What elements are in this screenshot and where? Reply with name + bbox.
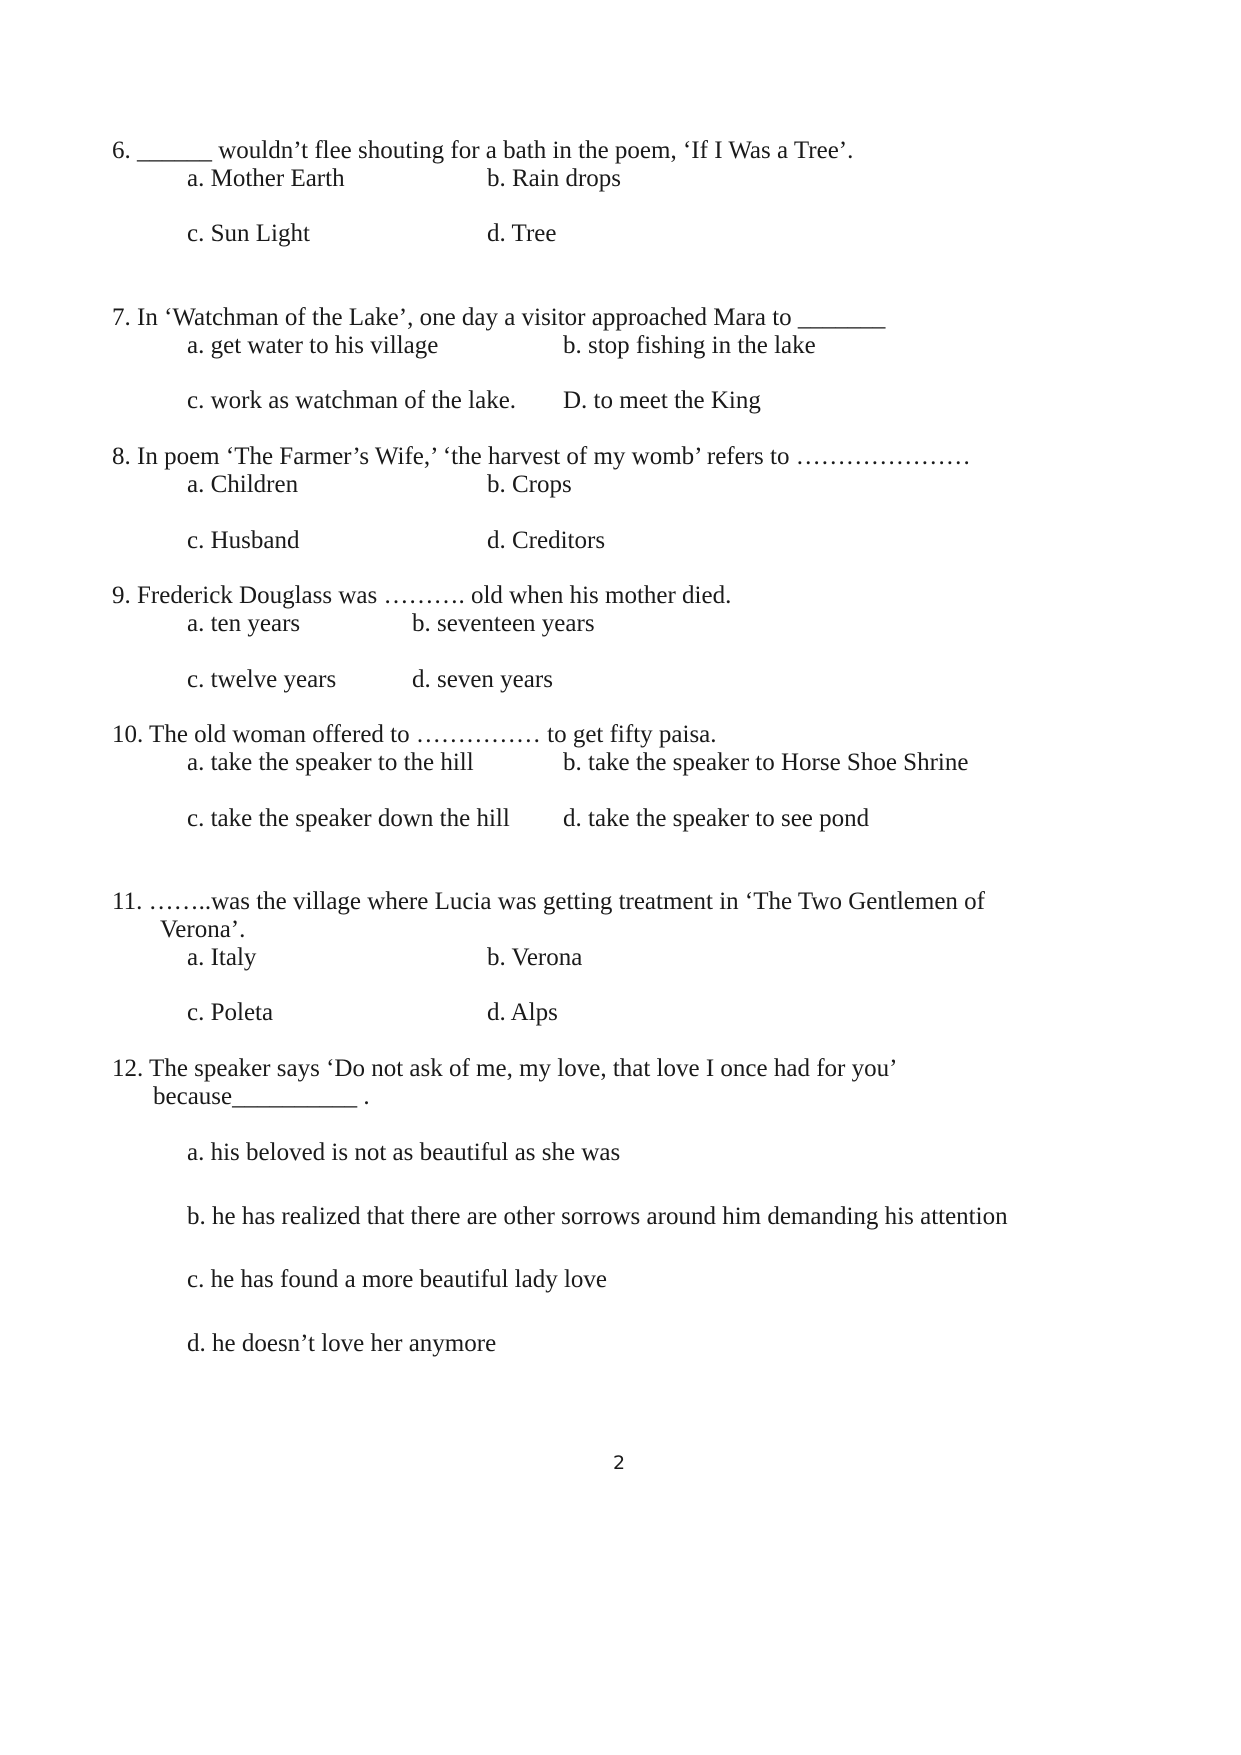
- option-b: b. he has realized that there are other sorrows around him demanding his attention: [187, 1203, 1008, 1230]
- option-d: D. to meet the King: [563, 387, 761, 414]
- option-b: b. stop fishing in the lake: [563, 332, 816, 359]
- option-a: a. get water to his village: [187, 332, 439, 359]
- option-c: c. he has found a more beautiful lady love: [187, 1266, 607, 1293]
- option-b: b. Verona: [487, 944, 583, 971]
- option-c: c. work as watchman of the lake.: [187, 387, 517, 414]
- question-stem: 12. The speaker says ‘Do not ask of me, my love, that love I once had for you’: [112, 1055, 898, 1082]
- option-a: a. Mother Earth: [187, 165, 345, 192]
- question-stem-continued: because__________ .: [153, 1083, 370, 1110]
- option-c: c. Poleta: [187, 999, 274, 1026]
- option-d: d. Alps: [487, 999, 558, 1026]
- option-c: c. Sun Light: [187, 220, 310, 247]
- option-b: b. Rain drops: [487, 165, 622, 192]
- question-stem: 10. The old woman offered to …………… to get fifty paisa.: [112, 721, 717, 748]
- option-b: b. Crops: [487, 471, 572, 498]
- option-a: a. Children: [187, 471, 299, 498]
- option-b: b. seventeen years: [412, 610, 595, 637]
- question-stem: 7. In ‘Watchman of the Lake’, one day a visitor approached Mara to _______: [112, 304, 886, 331]
- option-d: d. Tree: [487, 220, 557, 247]
- question-stem: 6. ______ wouldn’t flee shouting for a bath in the poem, ‘If I Was a Tree’.: [112, 137, 854, 164]
- option-a: a. take the speaker to the hill: [187, 749, 474, 776]
- option-c: c. Husband: [187, 527, 300, 554]
- page-number: 2: [613, 1452, 626, 1474]
- question-stem: 11. ……..was the village where Lucia was getting treatment in ‘The Two Gentlemen of: [112, 888, 985, 915]
- option-a: a. his beloved is not as beautiful as she was: [187, 1139, 621, 1166]
- option-d: d. he doesn’t love her anymore: [187, 1330, 497, 1357]
- option-b: b. take the speaker to Horse Shoe Shrine: [563, 749, 969, 776]
- question-stem: 9. Frederick Douglass was ………. old when his mother died.: [112, 582, 732, 609]
- option-c: c. take the speaker down the hill: [187, 805, 510, 832]
- option-d: d. take the speaker to see pond: [563, 805, 870, 832]
- option-c: c. twelve years: [187, 666, 337, 693]
- option-a: a. Italy: [187, 944, 257, 971]
- question-stem-continued: Verona’.: [160, 916, 246, 943]
- question-stem: 8. In poem ‘The Farmer’s Wife,’ ‘the harvest of my womb’ refers to …………………: [112, 443, 971, 470]
- option-d: d. seven years: [412, 666, 553, 693]
- option-d: d. Creditors: [487, 527, 606, 554]
- option-a: a. ten years: [187, 610, 301, 637]
